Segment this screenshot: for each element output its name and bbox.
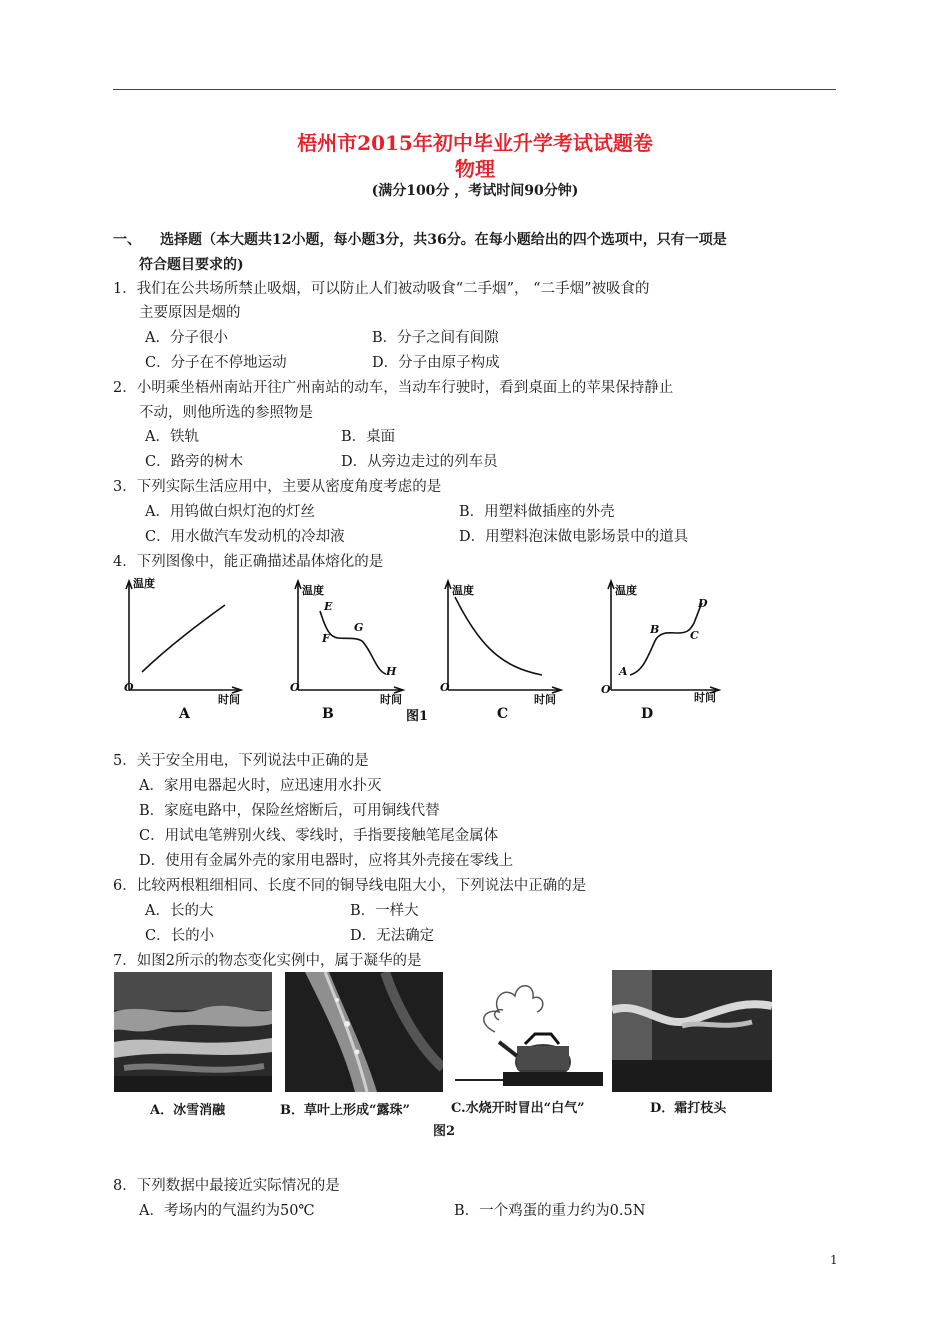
q5-option-d: D．使用有金属外壳的家用电器时，应将其外壳接在零线上 bbox=[139, 853, 514, 869]
q8-stem: 8．下列数据中最接近实际情况的是 bbox=[113, 1178, 340, 1194]
section-heading-line2: 符合题目要求的) bbox=[139, 257, 244, 273]
q5-option-b: B．家庭电路中，保险丝熔断后，可用铜线代替 bbox=[139, 803, 440, 819]
section-number: 一、 bbox=[113, 232, 141, 248]
q8-option-b: B．一个鸡蛋的重力约为0.5N bbox=[454, 1203, 646, 1219]
q2-option-a: A．铁轨 bbox=[145, 429, 199, 445]
q2-option-b: B．桌面 bbox=[341, 429, 396, 445]
q7-stem: 7．如图2所示的物态变化实例中，属于凝华的是 bbox=[113, 953, 422, 969]
q2-stem-line1: 2．小明乘坐梧州南站开往广州南站的动车，当动车行驶时，看到桌面上的苹果保持静止 bbox=[113, 380, 674, 396]
photo-caption-c: C.水烧开时冒出“白气” bbox=[451, 1101, 585, 1116]
photo-caption-a: A．冰雪消融 bbox=[150, 1103, 226, 1118]
q5-option-c: C．用试电笔辨别火线、零线时，手指要接触笔尾金属体 bbox=[139, 828, 499, 844]
q1-stem-line1: 1．我们在公共场所禁止吸烟，可以防止人们被动吸食“二手烟”， “二手烟”被吸食的 bbox=[113, 281, 650, 297]
graph-b-point-f: F bbox=[322, 632, 330, 645]
graph-d-point-d: D bbox=[698, 597, 708, 610]
q3-stem: 3．下列实际生活应用中，主要从密度角度考虑的是 bbox=[113, 479, 442, 495]
figure-2-label: 图2 bbox=[433, 1124, 456, 1139]
q6-option-a: A．长的大 bbox=[145, 903, 214, 919]
graph-c-curve bbox=[455, 597, 542, 675]
q2-option-d: D．从旁边走过的列车员 bbox=[341, 454, 498, 470]
graph-c-xlabel: 时间 bbox=[534, 693, 556, 706]
q4-stem: 4．下列图像中，能正确描述晶体熔化的是 bbox=[113, 554, 384, 570]
q6-stem: 6．比较两根粗细相同、长度不同的铜导线电阻大小，下列说法中正确的是 bbox=[113, 878, 587, 894]
graph-d-point-c: C bbox=[690, 629, 699, 642]
q6-option-c: C．长的小 bbox=[145, 928, 215, 944]
graph-d-ylabel: 温度 bbox=[615, 584, 637, 597]
subject-title: 物理 bbox=[455, 157, 495, 181]
graph-c-letter: C bbox=[497, 706, 509, 722]
photo-boiling-kettle bbox=[455, 972, 613, 1092]
graph-a-letter: A bbox=[179, 706, 190, 722]
graph-d-point-a: A bbox=[619, 665, 628, 678]
q1-option-b: B．分子之间有间隙 bbox=[372, 330, 499, 346]
exam-note: (满分100分 ，考试时间90分钟) bbox=[371, 183, 579, 199]
page-number: 1 bbox=[830, 1253, 838, 1267]
exam-title: 梧州市2015年初中毕业升学考试试题卷 bbox=[297, 131, 653, 155]
q2-stem-line2: 不动，则他所选的参照物是 bbox=[139, 405, 313, 421]
q8-option-a: A．考场内的气温约为50℃ bbox=[139, 1203, 315, 1219]
graph-a-curve bbox=[142, 605, 225, 672]
photo-caption-b: B．草叶上形成“露珠” bbox=[280, 1103, 410, 1118]
graph-b-curve bbox=[320, 611, 386, 674]
graph-d-origin: O bbox=[601, 683, 611, 696]
graph-b-point-h: H bbox=[386, 665, 397, 678]
photo-melting-snow bbox=[114, 972, 272, 1092]
figure-1-graphs bbox=[110, 575, 730, 725]
q3-option-c: C．用水做汽车发动机的冷却液 bbox=[145, 529, 345, 545]
graph-b-point-g: G bbox=[354, 621, 364, 634]
graph-b-xlabel: 时间 bbox=[380, 693, 402, 706]
graph-c-origin: O bbox=[440, 681, 450, 694]
q3-option-d: D．用塑料泡沫做电影场景中的道具 bbox=[459, 529, 689, 545]
graph-a-xlabel: 时间 bbox=[218, 693, 240, 706]
graph-b-letter: B bbox=[322, 706, 334, 722]
header-rule bbox=[113, 89, 836, 90]
q5-stem: 5．关于安全用电，下列说法中正确的是 bbox=[113, 753, 369, 769]
q6-option-b: B．一样大 bbox=[350, 903, 419, 919]
graph-b-point-e: E bbox=[324, 600, 333, 613]
q3-option-a: A．用钨做白炽灯泡的灯丝 bbox=[145, 504, 315, 520]
photo-caption-d: D．霜打枝头 bbox=[650, 1101, 727, 1116]
photo-frost-branches bbox=[612, 970, 772, 1092]
graph-a-ylabel: 温度 bbox=[133, 577, 155, 590]
q6-option-d: D．无法确定 bbox=[350, 928, 435, 944]
section-heading-line1: 选择题（本大题共12小题，每小题3分，共36分。在每小题给出的四个选项中，只有一项是 bbox=[160, 232, 727, 248]
q2-option-c: C．路旁的树木 bbox=[145, 454, 244, 470]
graph-a-origin: O bbox=[124, 681, 134, 694]
graph-b-origin: O bbox=[290, 681, 300, 694]
graph-b-ylabel: 温度 bbox=[302, 584, 324, 597]
photo-dew-on-grass bbox=[285, 972, 443, 1092]
q1-stem-line2: 主要原因是烟的 bbox=[139, 305, 241, 321]
q5-option-a: A．家用电器起火时，应迅速用水扑灭 bbox=[139, 778, 382, 794]
graph-c-ylabel: 温度 bbox=[452, 584, 474, 597]
q1-option-a: A．分子很小 bbox=[145, 330, 228, 346]
graph-d-letter: D bbox=[641, 706, 654, 722]
graph-d-point-b: B bbox=[650, 623, 660, 636]
q1-option-c: C．分子在不停地运动 bbox=[145, 355, 287, 371]
graph-d-xlabel: 时间 bbox=[694, 691, 716, 704]
q3-option-b: B．用塑料做插座的外壳 bbox=[459, 504, 615, 520]
q1-option-d: D．分子由原子构成 bbox=[372, 355, 500, 371]
figure-1-label: 图1 bbox=[406, 709, 429, 724]
